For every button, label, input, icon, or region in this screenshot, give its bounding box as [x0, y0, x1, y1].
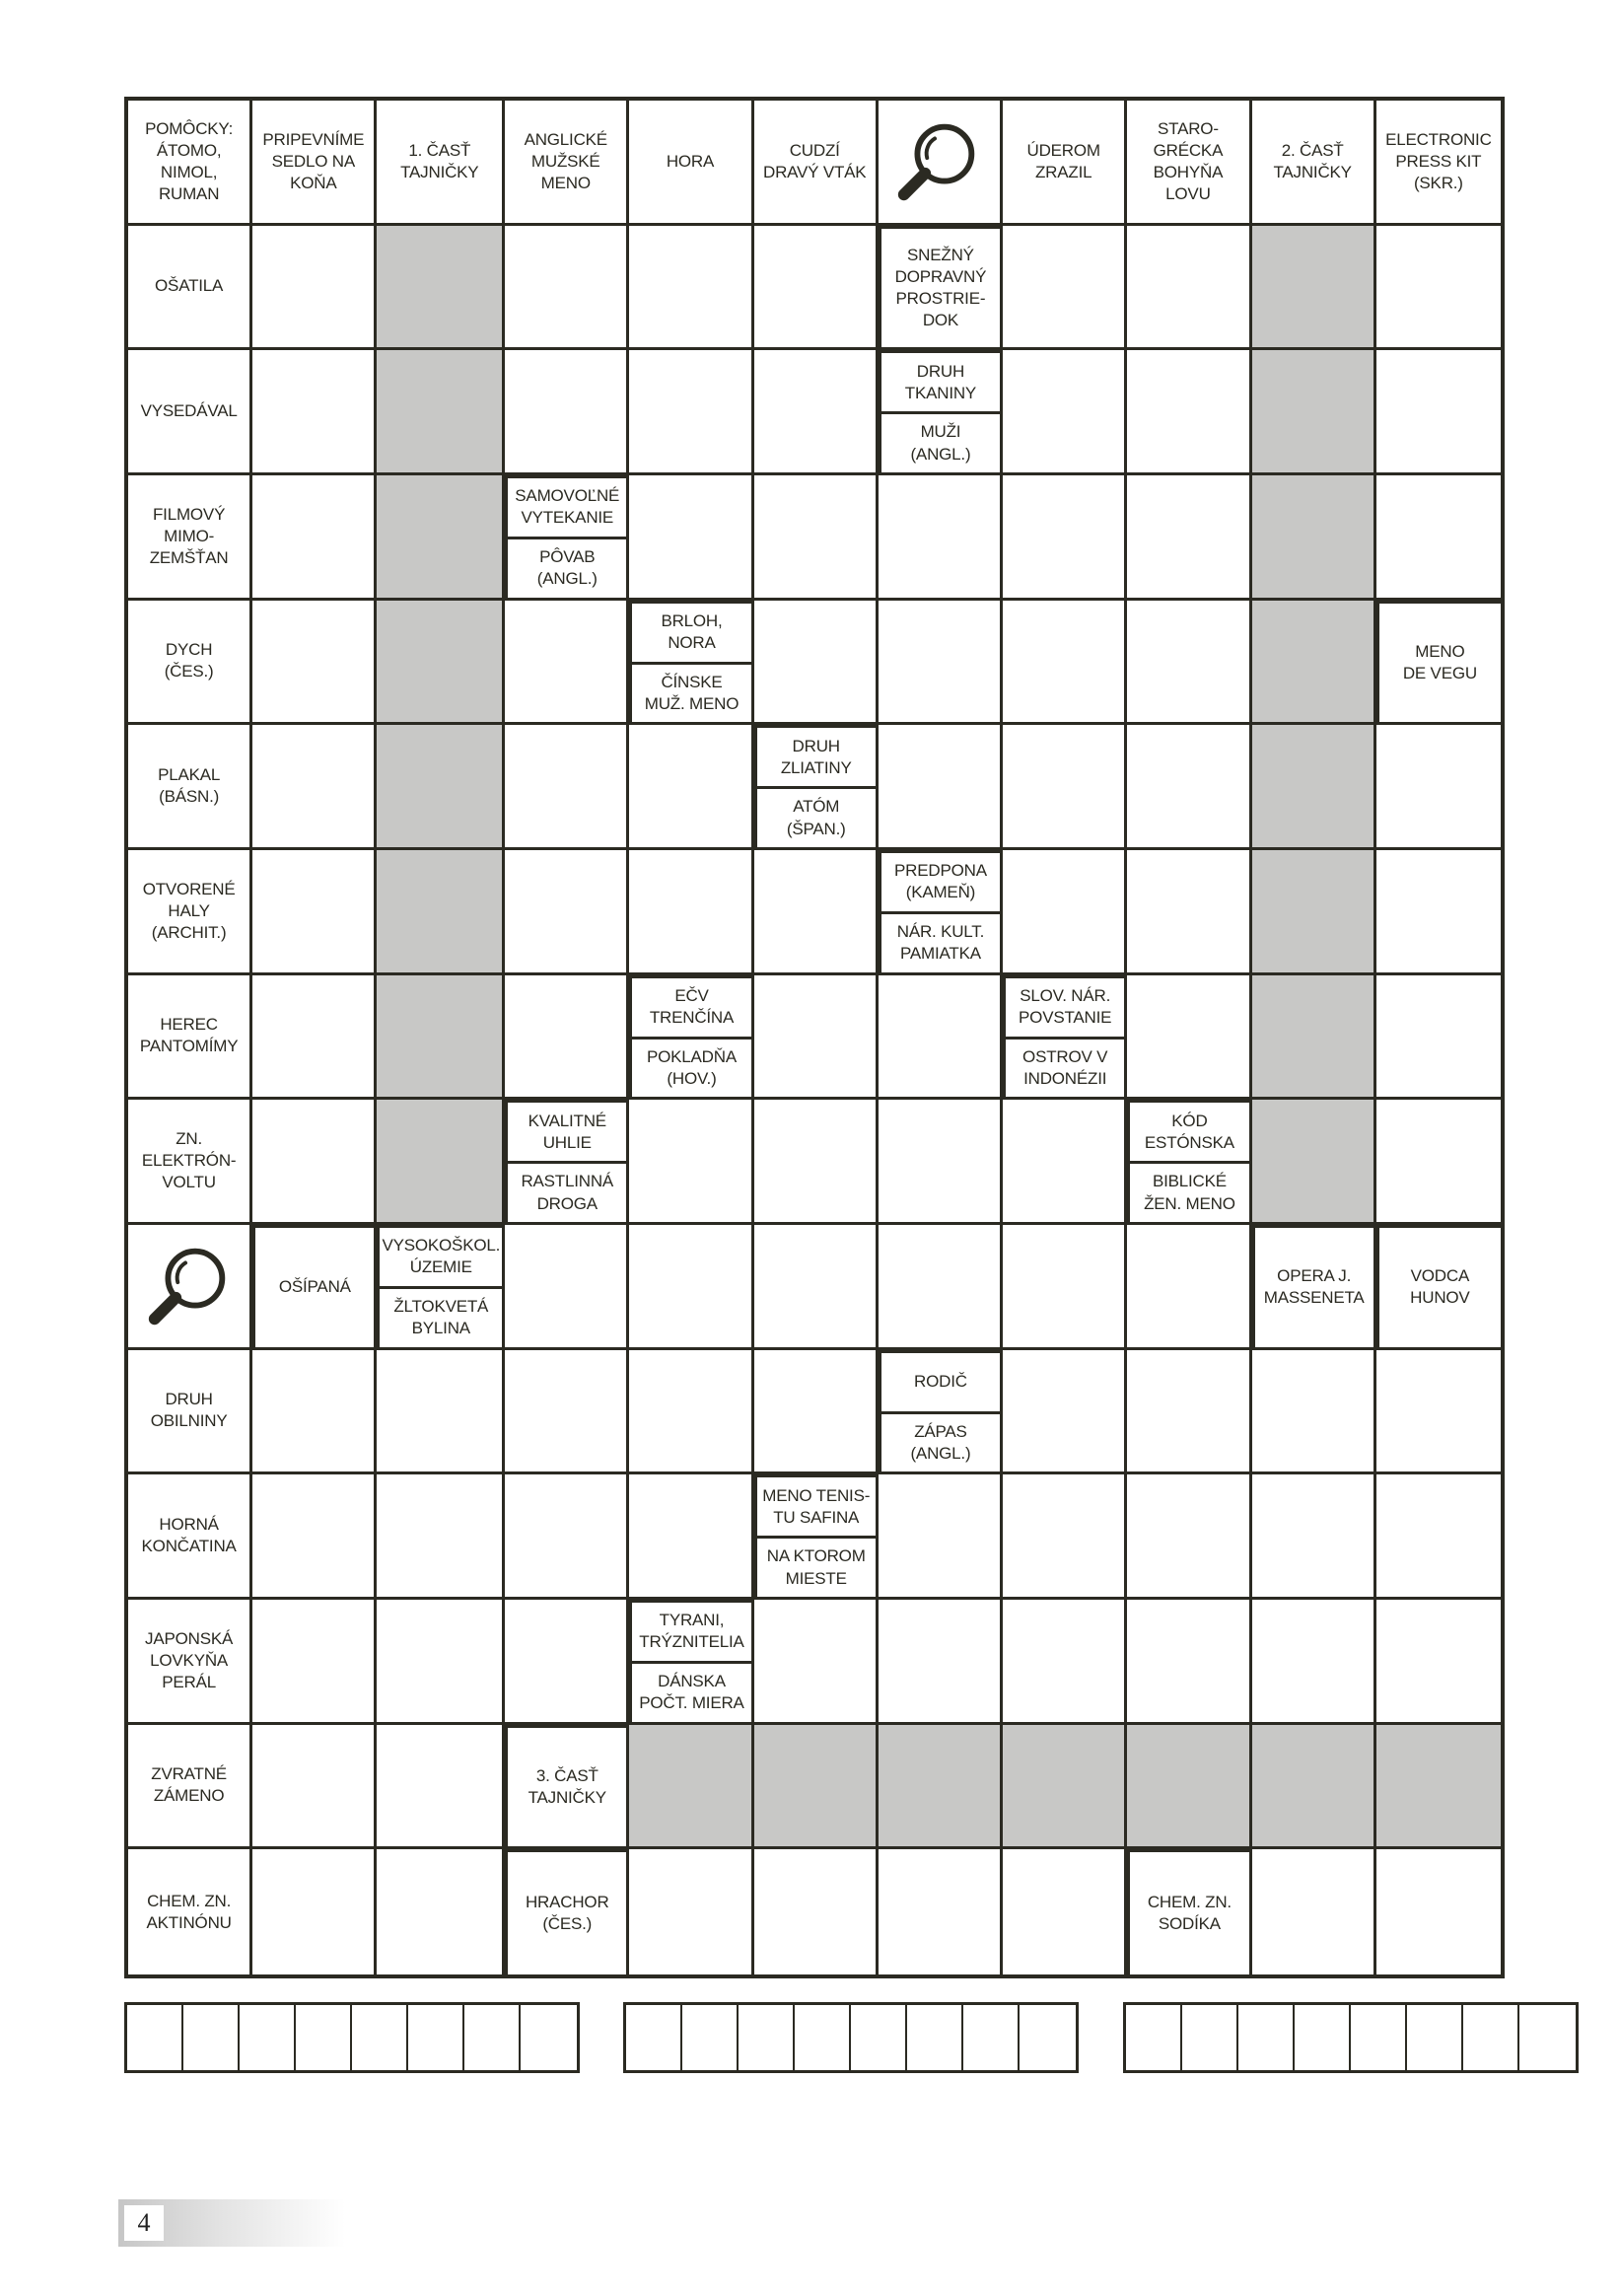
shaded-answer-cell[interactable] — [377, 725, 505, 850]
solution-part-1 — [124, 2002, 580, 2073]
answer-cell[interactable] — [879, 475, 1003, 601]
split-clue-cell — [879, 350, 1003, 475]
answer-cell[interactable] — [879, 1849, 1003, 1974]
clue-top: VYSOKOŠKOL. ÚZEMIE — [380, 1228, 502, 1289]
shaded-answer-cell[interactable] — [1252, 850, 1376, 975]
row-clue: CHEM. ZN. AKTINÓNU — [128, 1849, 252, 1974]
shaded-answer-cell[interactable] — [1252, 975, 1376, 1101]
answer-cell[interactable] — [505, 850, 629, 975]
answer-cell[interactable] — [1376, 725, 1501, 850]
answer-cell[interactable] — [629, 1474, 753, 1600]
shaded-answer-cell[interactable] — [1252, 725, 1376, 850]
answer-cell[interactable] — [505, 975, 629, 1101]
shaded-answer-cell[interactable] — [377, 850, 505, 975]
answer-cell[interactable] — [754, 975, 879, 1101]
clue-cell: 3. ČASŤ TAJNIČKY — [505, 1725, 629, 1850]
answer-cell[interactable] — [629, 1225, 753, 1350]
solution-letter-box[interactable] — [127, 2005, 183, 2070]
header-clue: STARO- GRÉCKA BOHYŇA LOVU — [1127, 101, 1251, 226]
answer-cell[interactable] — [1127, 1350, 1251, 1475]
row-clue: DRUH OBILNINY — [128, 1350, 252, 1475]
shaded-answer-cell[interactable] — [1127, 1725, 1251, 1850]
answer-cell[interactable] — [754, 1849, 879, 1974]
answer-cell[interactable] — [754, 1600, 879, 1725]
answer-cell[interactable] — [1252, 1474, 1376, 1600]
shaded-answer-cell[interactable] — [754, 1725, 879, 1850]
answer-cell[interactable] — [1003, 226, 1127, 351]
solution-letter-box[interactable] — [183, 2005, 240, 2070]
answer-cell[interactable] — [505, 725, 629, 850]
shaded-answer-cell[interactable] — [377, 975, 505, 1101]
clue-top: BRLOH, NORA — [632, 604, 750, 665]
answer-cell[interactable] — [1127, 1600, 1251, 1725]
split-clue-cell — [629, 601, 753, 726]
clue-bottom: ŽLTOKVETÁ BYLINA — [393, 1297, 489, 1338]
answer-cell[interactable] — [505, 226, 629, 351]
clue-top: RODIČ — [881, 1353, 1000, 1414]
answer-cell[interactable] — [754, 601, 879, 726]
clue-top: DRUH ZLIATINY — [757, 728, 876, 789]
shaded-answer-cell[interactable] — [377, 226, 505, 351]
solution-letter-box[interactable] — [626, 2005, 682, 2070]
shaded-answer-cell[interactable] — [1003, 1725, 1127, 1850]
row-clue: VYSEDÁVAL — [128, 350, 252, 475]
answer-cell[interactable] — [252, 1350, 377, 1475]
solution-letter-box[interactable] — [795, 2005, 851, 2070]
answer-cell[interactable] — [252, 725, 377, 850]
page-number: 4 — [124, 2205, 164, 2241]
answer-cell[interactable] — [252, 975, 377, 1101]
clue-bottom: NÁR. KULT. PAMIATKA — [896, 922, 985, 964]
clue-cell: VODCA HUNOV — [1376, 1225, 1501, 1350]
answer-cell[interactable] — [1003, 1474, 1127, 1600]
answer-cell[interactable] — [1376, 1100, 1501, 1225]
clue-top: TYRANI, TRÝZNITELIA — [632, 1603, 750, 1664]
answer-cell[interactable] — [754, 1225, 879, 1350]
row-clue: DYCH (ČES.) — [128, 601, 252, 726]
answer-cell[interactable] — [1003, 1350, 1127, 1475]
answer-cell[interactable] — [377, 1849, 505, 1974]
header-clue: 2. ČASŤ TAJNIČKY — [1252, 101, 1376, 226]
solution-letter-box[interactable] — [408, 2005, 464, 2070]
shaded-answer-cell[interactable] — [377, 350, 505, 475]
answer-cell[interactable] — [252, 1474, 377, 1600]
solution-letter-box[interactable] — [851, 2005, 907, 2070]
answer-cell[interactable] — [1376, 1600, 1501, 1725]
solution-letter-box[interactable] — [464, 2005, 521, 2070]
header-clue: POMÔCKY: ÁTOMO, NIMOL, RUMAN — [128, 101, 252, 226]
answer-cell[interactable] — [754, 475, 879, 601]
answer-cell[interactable] — [1252, 1849, 1376, 1974]
header-clue: CUDZÍ DRAVÝ VTÁK — [754, 101, 879, 226]
answer-cell[interactable] — [252, 850, 377, 975]
shaded-answer-cell[interactable] — [629, 1725, 753, 1850]
clue-bottom: BIBLICKÉ ŽEN. MENO — [1144, 1172, 1235, 1213]
answer-cell[interactable] — [1376, 226, 1501, 351]
split-clue-cell — [1003, 975, 1127, 1101]
split-clue-cell — [879, 850, 1003, 975]
answer-cell[interactable] — [629, 850, 753, 975]
clue-cell: OŠÍPANÁ — [252, 1225, 377, 1350]
page-number-tab — [118, 2199, 345, 2247]
row-clue: ZVRATNÉ ZÁMENO — [128, 1725, 252, 1850]
solution-letter-box[interactable] — [963, 2005, 1020, 2070]
answer-cell[interactable] — [1127, 350, 1251, 475]
clue-top: DRUH TKANINY — [881, 353, 1000, 414]
answer-cell[interactable] — [252, 1849, 377, 1974]
answer-cell[interactable] — [879, 1225, 1003, 1350]
split-clue-cell — [505, 1100, 629, 1225]
clue-top: MENO TENIS- TU SAFINA — [757, 1477, 876, 1539]
shaded-answer-cell[interactable] — [1252, 350, 1376, 475]
answer-cell[interactable] — [1127, 226, 1251, 351]
clue-bottom: PÔVAB (ANGL.) — [536, 547, 598, 589]
answer-cell[interactable] — [1003, 601, 1127, 726]
answer-cell[interactable] — [252, 1600, 377, 1725]
shaded-answer-cell[interactable] — [1252, 1725, 1376, 1850]
answer-cell[interactable] — [754, 850, 879, 975]
shaded-answer-cell[interactable] — [1376, 1725, 1501, 1850]
shaded-answer-cell[interactable] — [1252, 601, 1376, 726]
row-clue: PLAKAL (BÁSN.) — [128, 725, 252, 850]
shaded-answer-cell[interactable] — [1252, 1100, 1376, 1225]
answer-cell[interactable] — [879, 975, 1003, 1101]
clue-bottom: MUŽI (ANGL.) — [910, 422, 971, 464]
row-clue: HEREC PANTOMÍMY — [128, 975, 252, 1101]
split-clue-cell — [1127, 1100, 1251, 1225]
row-clue: OTVORENÉ HALY (ARCHIT.) — [128, 850, 252, 975]
header-clue: ELECTRONIC PRESS KIT (SKR.) — [1376, 101, 1501, 226]
answer-cell[interactable] — [1376, 1350, 1501, 1475]
split-clue-cell — [629, 975, 753, 1101]
clue-bottom: NA KTOROM MIESTE — [766, 1546, 866, 1588]
solution-letter-box[interactable] — [296, 2005, 352, 2070]
answer-cell[interactable] — [505, 601, 629, 726]
row-clue: FILMOVÝ MIMO- ZEMŠŤAN — [128, 475, 252, 601]
clue-bottom: ZÁPAS (ANGL.) — [910, 1421, 971, 1463]
answer-cell[interactable] — [1376, 350, 1501, 475]
answer-cell[interactable] — [252, 601, 377, 726]
clue-top: KVALITNÉ UHLIE — [508, 1103, 626, 1164]
answer-cell[interactable] — [754, 1100, 879, 1225]
solution-part-2 — [623, 2002, 1079, 2073]
answer-cell[interactable] — [1003, 1100, 1127, 1225]
shaded-answer-cell[interactable] — [1252, 475, 1376, 601]
answer-cell[interactable] — [1127, 601, 1251, 726]
clue-top: PREDPONA (KAMEŇ) — [881, 853, 1000, 914]
answer-cell[interactable] — [879, 1474, 1003, 1600]
solution-letter-box[interactable] — [1182, 2005, 1238, 2070]
answer-cell[interactable] — [1127, 975, 1251, 1101]
solution-letter-box[interactable] — [1463, 2005, 1519, 2070]
answer-cell[interactable] — [879, 601, 1003, 726]
solution-letter-box[interactable] — [521, 2005, 577, 2070]
clue-bottom: ČÍNSKE MUŽ. MENO — [644, 672, 740, 713]
answer-cell[interactable] — [377, 1474, 505, 1600]
magnifier-icon — [879, 101, 1003, 226]
answer-cell[interactable] — [629, 1100, 753, 1225]
solution-letter-box[interactable] — [1238, 2005, 1295, 2070]
answer-cell[interactable] — [1003, 1600, 1127, 1725]
answer-cell[interactable] — [252, 1100, 377, 1225]
answer-cell[interactable] — [252, 475, 377, 601]
clue-cell: OPERA J. MASSENETA — [1252, 1225, 1376, 1350]
answer-cell[interactable] — [1376, 975, 1501, 1101]
solution-letter-box[interactable] — [240, 2005, 296, 2070]
crossword-grid — [124, 97, 1505, 1978]
row-clue: JAPONSKÁ LOVKYŇA PERÁL — [128, 1600, 252, 1725]
answer-cell[interactable] — [252, 1725, 377, 1850]
answer-cell[interactable] — [505, 1600, 629, 1725]
answer-cell[interactable] — [1127, 1225, 1251, 1350]
solution-letter-box[interactable] — [1020, 2005, 1076, 2070]
header-clue: 1. ČASŤ TAJNIČKY — [377, 101, 505, 226]
shaded-answer-cell[interactable] — [879, 1725, 1003, 1850]
answer-cell[interactable] — [629, 1849, 753, 1974]
split-clue-cell — [377, 1225, 505, 1350]
answer-cell[interactable] — [879, 725, 1003, 850]
clue-cell: HRACHOR (ČES.) — [505, 1849, 629, 1974]
split-clue-cell — [879, 1350, 1003, 1475]
solution-letter-box[interactable] — [682, 2005, 739, 2070]
answer-cell[interactable] — [629, 350, 753, 475]
solution-letter-box[interactable] — [1407, 2005, 1463, 2070]
answer-cell[interactable] — [377, 1350, 505, 1475]
clue-top: KÓD ESTÓNSKA — [1130, 1103, 1248, 1164]
answer-cell[interactable] — [1003, 1225, 1127, 1350]
split-clue-cell — [505, 475, 629, 601]
answer-cell[interactable] — [1376, 1849, 1501, 1974]
clue-bottom: ATÓM (ŠPAN.) — [786, 797, 846, 838]
answer-cell[interactable] — [1127, 475, 1251, 601]
header-clue: ÚDEROM ZRAZIL — [1003, 101, 1127, 226]
split-clue-cell — [754, 725, 879, 850]
answer-cell[interactable] — [505, 1225, 629, 1350]
solution-letter-box[interactable] — [907, 2005, 963, 2070]
split-clue-cell — [629, 1600, 753, 1725]
answer-cell[interactable] — [505, 1474, 629, 1600]
solution-letter-box[interactable] — [1351, 2005, 1407, 2070]
answer-cell[interactable] — [252, 226, 377, 351]
shaded-answer-cell[interactable] — [1252, 226, 1376, 351]
magnifier-icon — [128, 1225, 252, 1350]
split-clue-cell — [754, 1474, 879, 1600]
row-clue: OŠATILA — [128, 226, 252, 351]
answer-cell[interactable] — [754, 350, 879, 475]
answer-cell[interactable] — [754, 1350, 879, 1475]
answer-cell[interactable] — [629, 475, 753, 601]
answer-cell[interactable] — [1127, 850, 1251, 975]
clue-cell: MENO DE VEGU — [1376, 601, 1501, 726]
answer-cell[interactable] — [1252, 1600, 1376, 1725]
answer-cell[interactable] — [1376, 1474, 1501, 1600]
answer-cell[interactable] — [879, 1100, 1003, 1225]
solution-letter-box[interactable] — [1295, 2005, 1351, 2070]
clue-cell: SNEŽNÝ DOPRAVNÝ PROSTRIE- DOK — [879, 226, 1003, 351]
answer-cell[interactable] — [377, 1600, 505, 1725]
row-clue: ZN. ELEKTRÓN- VOLTU — [128, 1100, 252, 1225]
answer-cell[interactable] — [1376, 850, 1501, 975]
solution-letter-box[interactable] — [1519, 2005, 1576, 2070]
answer-cell[interactable] — [505, 1350, 629, 1475]
shaded-answer-cell[interactable] — [377, 475, 505, 601]
solution-letter-box[interactable] — [1126, 2005, 1182, 2070]
clue-bottom: DÁNSKA POČT. MIERA — [639, 1672, 744, 1713]
clue-bottom: RASTLINNÁ DROGA — [521, 1172, 614, 1213]
answer-cell[interactable] — [629, 725, 753, 850]
answer-cell[interactable] — [629, 226, 753, 351]
answer-cell[interactable] — [879, 1600, 1003, 1725]
clue-top: SLOV. NÁR. POVSTANIE — [1006, 978, 1124, 1040]
solution-letter-box[interactable] — [739, 2005, 795, 2070]
answer-cell[interactable] — [1376, 475, 1501, 601]
shaded-answer-cell[interactable] — [377, 601, 505, 726]
answer-cell[interactable] — [754, 226, 879, 351]
clue-top: EČV TRENČÍNA — [632, 978, 750, 1040]
solution-letter-box[interactable] — [352, 2005, 408, 2070]
answer-cell[interactable] — [629, 1350, 753, 1475]
answer-cell[interactable] — [252, 350, 377, 475]
answer-cell[interactable] — [1252, 1350, 1376, 1475]
clue-top: SAMOVOĽNÉ VYTEKANIE — [508, 478, 626, 539]
clue-bottom: POKLADŇA (HOV.) — [646, 1046, 737, 1088]
answer-cell[interactable] — [1003, 725, 1127, 850]
header-clue: PRIPEVNÍME SEDLO NA KOŇA — [252, 101, 377, 226]
answer-cell[interactable] — [377, 1725, 505, 1850]
answer-cell[interactable] — [1003, 475, 1127, 601]
answer-cell[interactable] — [1003, 1849, 1127, 1974]
header-clue: HORA — [629, 101, 753, 226]
answer-cell[interactable] — [505, 350, 629, 475]
clue-cell: CHEM. ZN. SODÍKA — [1127, 1849, 1251, 1974]
answer-cell[interactable] — [1127, 725, 1251, 850]
answer-cell[interactable] — [1003, 850, 1127, 975]
row-clue: HORNÁ KONČATINA — [128, 1474, 252, 1600]
header-clue: ANGLICKÉ MUŽSKÉ MENO — [505, 101, 629, 226]
solution-part-3 — [1123, 2002, 1579, 2073]
answer-cell[interactable] — [1127, 1474, 1251, 1600]
shaded-answer-cell[interactable] — [377, 1100, 505, 1225]
clue-bottom: OSTROV V INDONÉZII — [1022, 1046, 1108, 1088]
answer-cell[interactable] — [1003, 350, 1127, 475]
